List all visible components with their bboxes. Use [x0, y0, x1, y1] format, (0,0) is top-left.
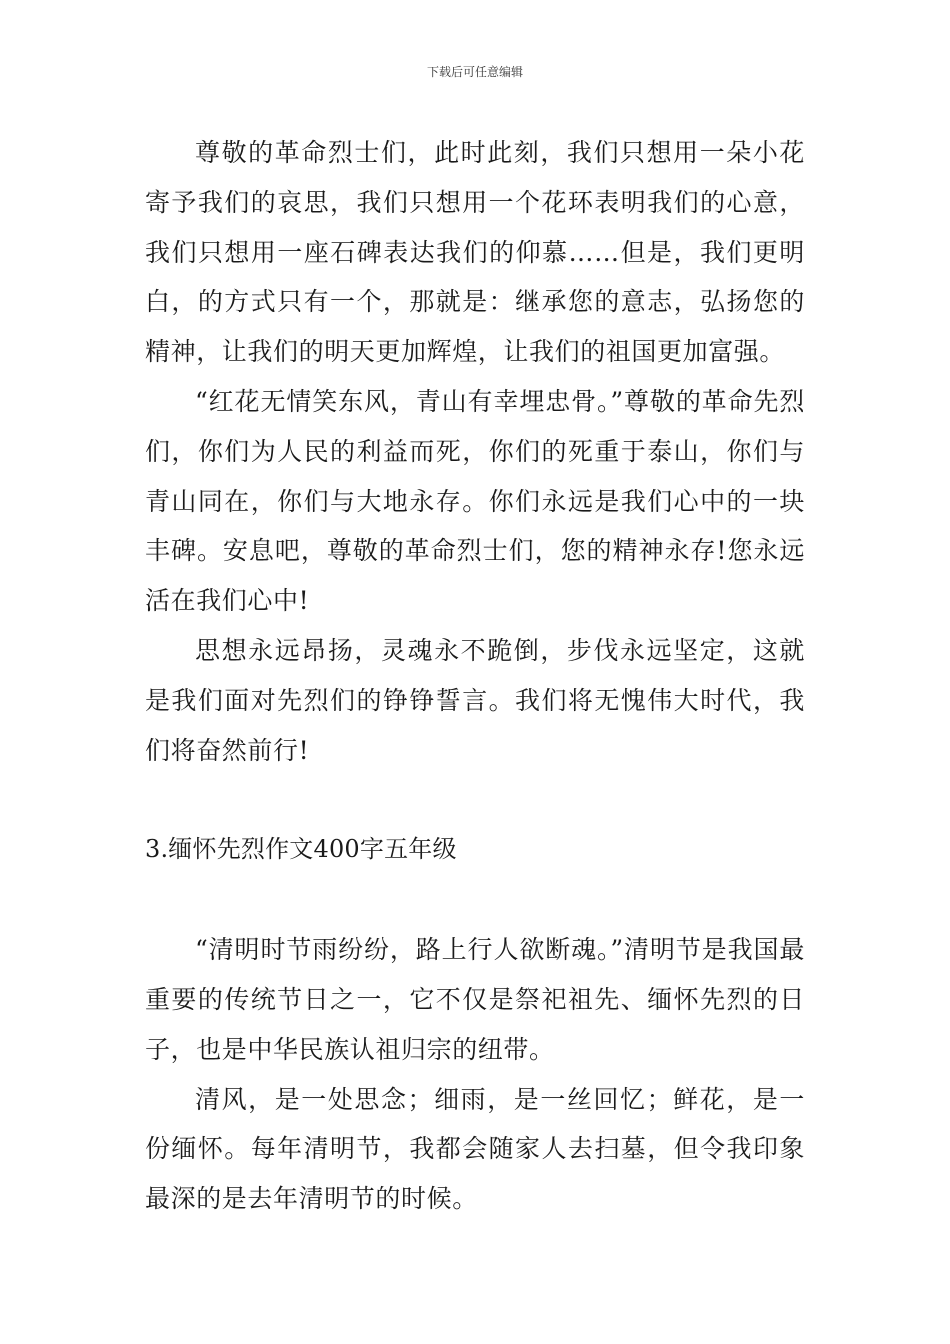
paragraph: “红花无情笑东风，青山有幸埋忠骨。”尊敬的革命先烈们，你们为人民的利益而死，你们的死重于泰山，你们与青山同在，你们与大地永存。你们永远是我们心中的一块丰碑。安息吧，尊敬的革命烈士们，您的精神永存!您永远活在我们心中!	[145, 386, 805, 616]
spacer	[145, 875, 805, 925]
paragraph: 清风，是一处思念；细雨，是一丝回忆；鲜花，是一份缅怀。每年清明节，我都会随家人去扫墓，但令我印象最深的是去年清明节的时候。	[145, 1084, 805, 1214]
document-body	[145, 128, 805, 1224]
paragraph: 思想永远昂扬，灵魂永不跪倒，步伐永远坚定，这就是我们面对先烈们的铮铮誓言。我们将无愧伟大时代，我们将奋然前行!	[145, 635, 805, 765]
page-header: 下载后可任意编辑	[426, 65, 523, 79]
paragraph: “清明时节雨纷纷，路上行人欲断魂。”清明节是我国最重要的传统节日之一，它不仅是祭祀祖先、缅怀先烈的日子，也是中华民族认祖归宗的纽带。	[145, 935, 805, 1064]
section-heading: 3.缅怀先烈作文400字五年级	[145, 835, 457, 864]
paragraph: 尊敬的革命烈士们，此时此刻，我们只想用一朵小花寄予我们的哀思，我们只想用一个花环表明我们的心意，我们只想用一座石碑表达我们的仰慕……但是，我们更明白，的方式只有一个，那就是：继承您的意志，弘扬您的精神，让我们的明天更加辉煌，让我们的祖国更加富强。	[145, 138, 805, 367]
spacer	[145, 775, 805, 825]
